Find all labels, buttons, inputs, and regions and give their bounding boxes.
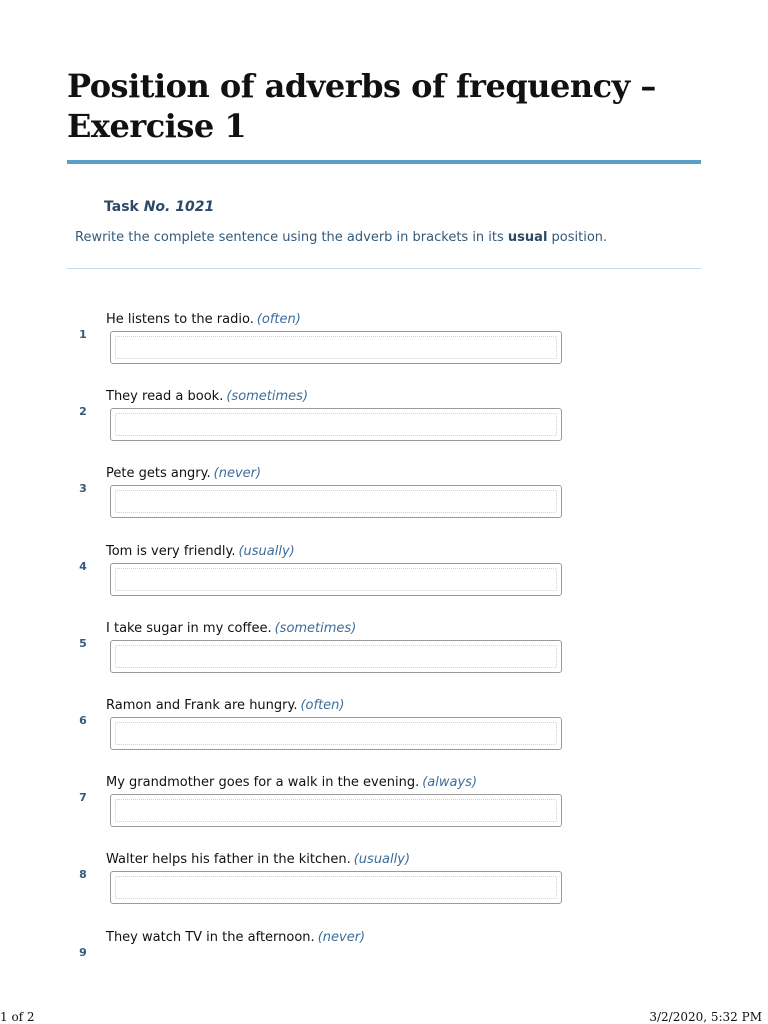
section-divider xyxy=(67,268,701,269)
question-number: 3 xyxy=(79,482,87,495)
question-prompt: Pete gets angry. xyxy=(106,466,211,481)
adverb-hint: (always) xyxy=(422,775,478,790)
question-prompt: They read a book. xyxy=(106,389,224,404)
adverb-hint: (sometimes) xyxy=(226,389,309,404)
instruction-before: Rewrite the complete sentence using the adverb in brackets in its xyxy=(75,230,508,245)
answer-field-value xyxy=(115,799,557,822)
answer-field-value xyxy=(115,722,557,745)
title-line-1: Position of adverbs of frequency – xyxy=(67,67,656,105)
question-prompt: I take sugar in my coffee. xyxy=(106,621,272,636)
question-item xyxy=(0,698,768,768)
question-item xyxy=(0,312,768,382)
question-item xyxy=(0,389,768,459)
question-item xyxy=(0,466,768,536)
question-item xyxy=(0,544,768,614)
answer-field-value xyxy=(115,490,557,513)
question-item xyxy=(0,930,768,970)
question-number: 4 xyxy=(79,560,87,573)
question-number: 9 xyxy=(79,946,87,959)
question-prompt: He listens to the radio. xyxy=(106,312,254,327)
question-number: 1 xyxy=(79,328,87,341)
adverb-hint: (usually) xyxy=(353,852,411,867)
question-sentence xyxy=(106,852,410,867)
answer-field-value xyxy=(115,568,557,591)
print-timestamp: 3/2/2020, 5:32 PM xyxy=(649,1010,762,1024)
adverb-hint: (never) xyxy=(317,930,366,945)
answer-field[interactable] xyxy=(110,717,562,750)
question-item xyxy=(0,775,768,845)
instruction-after: position. xyxy=(547,230,608,245)
question-sentence xyxy=(106,775,477,790)
answer-field[interactable] xyxy=(110,485,562,518)
question-number: 2 xyxy=(79,405,87,418)
answer-field[interactable] xyxy=(110,408,562,441)
question-item xyxy=(0,852,768,922)
question-sentence xyxy=(106,544,295,559)
instruction-emphasis: usual xyxy=(507,230,548,245)
question-prompt: Tom is very friendly. xyxy=(106,544,236,559)
question-sentence xyxy=(106,389,308,404)
task-label: Task xyxy=(104,199,139,215)
adverb-hint: (usually) xyxy=(238,544,295,559)
title-line-2: Exercise 1 xyxy=(67,107,247,145)
page-title xyxy=(67,66,707,146)
adverb-hint: (often) xyxy=(256,312,301,327)
question-prompt: Ramon and Frank are hungry. xyxy=(106,698,298,713)
question-prompt: They watch TV in the afternoon. xyxy=(106,930,315,945)
answer-field-value xyxy=(115,645,557,668)
answer-field[interactable] xyxy=(110,794,562,827)
task-number: No. 1021 xyxy=(143,199,215,215)
question-number: 5 xyxy=(79,637,87,650)
answer-field[interactable] xyxy=(110,331,562,364)
answer-field[interactable] xyxy=(110,640,562,673)
page-counter: 1 of 2 xyxy=(0,1010,35,1024)
question-item xyxy=(0,621,768,691)
question-prompt: Walter helps his father in the kitchen. xyxy=(106,852,351,867)
answer-field[interactable] xyxy=(110,563,562,596)
answer-field-value xyxy=(115,413,557,436)
instruction-text xyxy=(75,230,701,245)
answer-field-value xyxy=(115,336,557,359)
answer-field[interactable] xyxy=(110,871,562,904)
answer-field-value xyxy=(115,876,557,899)
question-number: 6 xyxy=(79,714,87,727)
adverb-hint: (often) xyxy=(300,698,345,713)
adverb-hint: (sometimes) xyxy=(274,621,357,636)
question-sentence xyxy=(106,312,301,327)
question-number: 7 xyxy=(79,791,87,804)
question-sentence xyxy=(106,930,365,945)
question-sentence xyxy=(106,466,261,481)
question-sentence xyxy=(106,621,356,636)
question-number: 8 xyxy=(79,868,87,881)
title-divider xyxy=(67,160,701,164)
adverb-hint: (never) xyxy=(213,466,262,481)
question-prompt: My grandmother goes for a walk in the evening. xyxy=(106,775,420,790)
question-sentence xyxy=(106,698,345,713)
task-heading xyxy=(104,199,214,215)
